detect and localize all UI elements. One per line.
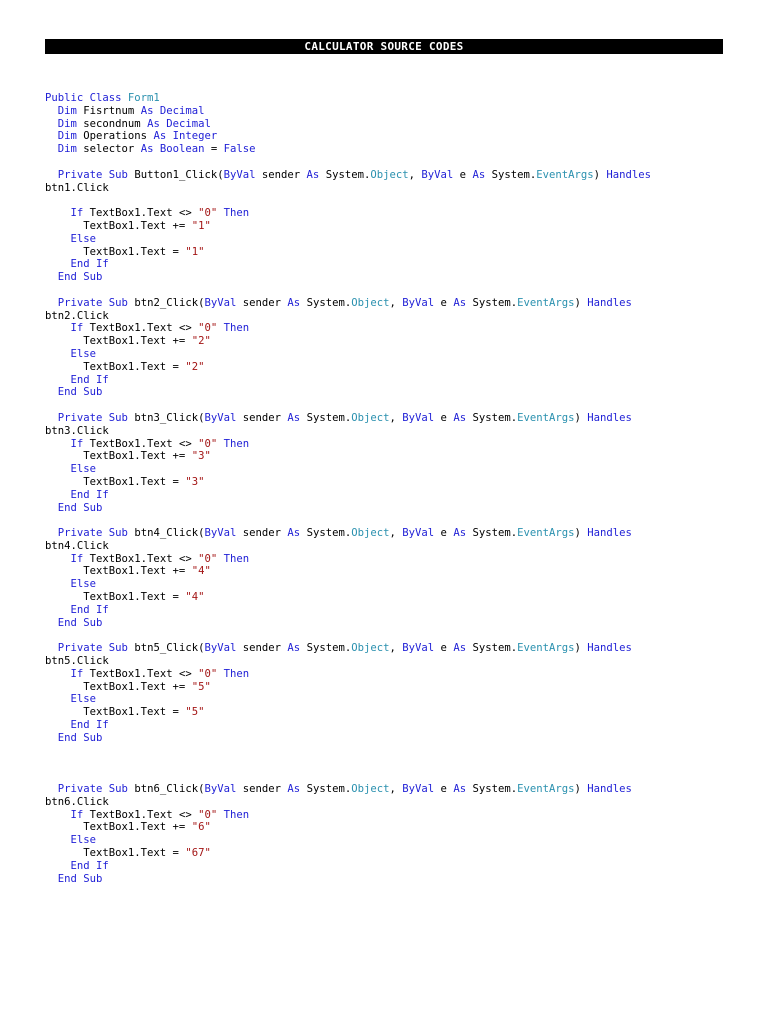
code-token: Private Sub: [57, 527, 135, 540]
code-line: [45, 655, 735, 668]
code-token: "0": [198, 808, 218, 821]
code-token: "1": [191, 219, 211, 232]
code-token: "5": [185, 706, 205, 719]
code-token: e: [440, 296, 454, 309]
code-line: [45, 169, 735, 182]
code-token: Handles: [587, 642, 632, 655]
code-token: "0": [198, 667, 218, 680]
code-line: [45, 348, 735, 361]
code-line: [45, 399, 735, 412]
code-token: btn5.Click: [45, 655, 109, 668]
code-line: [45, 527, 735, 540]
code-line: [45, 629, 735, 642]
code-line: [45, 706, 735, 719]
code-token: [45, 386, 58, 398]
code-token: [45, 873, 58, 885]
code-token: Private Sub: [57, 296, 135, 309]
code-line: [45, 425, 735, 438]
code-token: sender: [242, 296, 288, 309]
code-token: System.: [325, 168, 371, 181]
code-token: Operations: [83, 130, 154, 143]
code-token: ByVal: [204, 527, 243, 540]
code-token: [45, 130, 58, 142]
code-line: [45, 681, 735, 694]
code-token: System.: [472, 411, 518, 424]
code-line: [45, 233, 735, 246]
code-token: System.: [306, 527, 352, 540]
code-token: TextBox1.Text =: [45, 475, 186, 488]
code-token: =: [210, 143, 224, 156]
code-line: [45, 220, 735, 233]
code-line: [45, 271, 735, 284]
code-token: ,: [389, 642, 403, 655]
code-token: As Decimal: [147, 117, 211, 130]
code-token: "2": [191, 335, 211, 348]
code-token: "4": [185, 591, 205, 604]
code-token: "1": [185, 245, 205, 258]
code-token: As: [287, 296, 307, 309]
code-token: ByVal: [204, 642, 243, 655]
code-token: TextBox1.Text <>: [89, 437, 199, 450]
code-token: [45, 668, 71, 680]
code-token: [45, 143, 58, 155]
code-token: [45, 642, 58, 654]
code-token: [45, 233, 71, 245]
code-token: Private Sub: [57, 411, 135, 424]
code-line: [45, 732, 735, 745]
code-token: btn6_Click(: [134, 783, 205, 796]
code-token: [45, 732, 58, 744]
code-token: If: [70, 207, 90, 220]
code-token: sender: [261, 168, 307, 181]
code-token: btn3_Click(: [134, 411, 205, 424]
code-token: [45, 719, 71, 731]
code-line: [45, 284, 735, 297]
code-token: ByVal: [402, 527, 441, 540]
code-line: [45, 809, 735, 822]
code-token: Else: [70, 693, 97, 706]
code-token: [45, 809, 71, 821]
code-line: [45, 182, 735, 195]
code-token: TextBox1.Text =: [45, 706, 186, 719]
code-line: [45, 130, 735, 143]
code-line: [45, 335, 735, 348]
code-line: [45, 693, 735, 706]
code-token: btn2.Click: [45, 309, 109, 322]
code-token: End If: [70, 859, 109, 872]
code-line: [45, 642, 735, 655]
code-token: Handles: [587, 527, 632, 540]
code-token: TextBox1.Text +=: [45, 565, 192, 578]
code-token: ): [574, 411, 588, 424]
code-token: System.: [306, 642, 352, 655]
code-token: [45, 527, 58, 539]
code-token: End If: [70, 719, 109, 732]
code-token: e: [440, 783, 454, 796]
code-token: [45, 502, 58, 514]
code-token: Else: [70, 347, 97, 360]
code-token: [45, 578, 71, 590]
code-token: Handles: [587, 411, 632, 424]
code-line: [45, 578, 735, 591]
code-token: As: [453, 642, 473, 655]
code-line: [45, 361, 735, 374]
code-token: End Sub: [57, 872, 103, 885]
code-token: End If: [70, 373, 109, 386]
code-token: TextBox1.Text =: [45, 591, 186, 604]
code-token: Public Class: [45, 92, 128, 104]
code-token: EventArgs: [536, 168, 594, 181]
code-line: [45, 374, 735, 387]
code-token: If: [70, 552, 90, 565]
code-token: ByVal: [204, 783, 243, 796]
code-line: [45, 156, 735, 169]
code-token: EventArgs: [517, 296, 575, 309]
code-line: [45, 604, 735, 617]
code-token: If: [70, 667, 90, 680]
code-token: System.: [472, 642, 518, 655]
code-token: EventArgs: [517, 527, 575, 540]
code-token: [45, 693, 71, 705]
code-token: Else: [70, 578, 97, 591]
code-token: ,: [389, 527, 403, 540]
code-token: sender: [242, 527, 288, 540]
code-token: TextBox1.Text <>: [89, 808, 199, 821]
code-token: System.: [472, 783, 518, 796]
code-line: [45, 821, 735, 834]
code-token: System.: [306, 783, 352, 796]
code-token: End Sub: [57, 386, 103, 399]
code-line: [45, 591, 735, 604]
code-token: Dim: [57, 130, 84, 143]
code-line: [45, 847, 735, 860]
code-token: Handles: [606, 168, 652, 181]
code-line: [45, 553, 735, 566]
code-token: System.: [472, 296, 518, 309]
code-token: EventArgs: [517, 642, 575, 655]
code-token: [45, 783, 58, 795]
code-line: [45, 796, 735, 809]
code-token: ,: [389, 783, 403, 796]
code-listing: [45, 92, 735, 885]
code-token: "3": [185, 475, 205, 488]
code-line: [45, 412, 735, 425]
code-line: [45, 476, 735, 489]
code-line: [45, 463, 735, 476]
code-token: [45, 118, 58, 130]
code-token: If: [70, 322, 90, 335]
code-token: "4": [191, 565, 211, 578]
code-token: e: [440, 411, 454, 424]
code-token: End If: [70, 258, 109, 271]
document-title: CALCULATOR SOURCE CODES: [45, 39, 723, 54]
code-token: Object: [351, 411, 390, 424]
code-token: As Decimal: [140, 104, 205, 117]
code-token: Object: [370, 168, 409, 181]
code-line: [45, 540, 735, 553]
code-token: Dim: [57, 104, 84, 117]
code-token: EventArgs: [517, 783, 575, 796]
code-line: [45, 834, 735, 847]
code-token: Then: [223, 667, 250, 680]
code-token: End Sub: [57, 731, 103, 744]
code-token: End Sub: [57, 271, 103, 284]
code-token: [45, 258, 71, 270]
code-token: ): [574, 642, 588, 655]
code-token: As: [287, 411, 307, 424]
code-token: As: [306, 168, 326, 181]
code-token: Object: [351, 296, 390, 309]
code-token: e: [459, 168, 473, 181]
code-line: [45, 617, 735, 630]
code-token: If: [70, 437, 90, 450]
code-token: btn1.Click: [45, 181, 109, 194]
code-token: Then: [223, 808, 250, 821]
code-line: [45, 310, 735, 323]
code-token: As: [287, 783, 307, 796]
code-token: [45, 271, 58, 283]
code-token: "67": [185, 847, 211, 860]
code-token: As Boolean: [140, 143, 211, 156]
code-line: [45, 297, 735, 310]
code-token: e: [440, 642, 454, 655]
code-token: ): [574, 783, 588, 796]
code-token: ByVal: [402, 783, 441, 796]
code-token: [45, 348, 71, 360]
code-token: Else: [70, 232, 97, 245]
code-token: ByVal: [402, 411, 441, 424]
code-token: Then: [223, 552, 250, 565]
code-line: [45, 194, 735, 207]
code-token: Form1: [127, 92, 160, 104]
code-token: End If: [70, 603, 109, 616]
code-token: ): [593, 168, 607, 181]
code-token: "0": [198, 322, 218, 335]
code-token: e: [440, 527, 454, 540]
code-token: "3": [191, 450, 211, 463]
code-token: secondnum: [83, 117, 148, 130]
code-line: [45, 438, 735, 451]
code-token: [45, 834, 71, 846]
code-token: "2": [185, 360, 205, 373]
code-token: As Integer: [153, 130, 218, 143]
code-token: TextBox1.Text =: [45, 360, 186, 373]
code-token: End Sub: [57, 616, 103, 629]
code-token: TextBox1.Text <>: [89, 207, 199, 220]
code-token: btn5_Click(: [134, 642, 205, 655]
code-token: "0": [198, 207, 218, 220]
code-token: [45, 860, 71, 872]
code-token: As: [472, 168, 492, 181]
code-token: btn2_Click(: [134, 296, 205, 309]
code-token: System.: [491, 168, 537, 181]
code-line: [45, 207, 735, 220]
code-token: As: [453, 411, 473, 424]
code-token: Object: [351, 527, 390, 540]
code-token: End If: [70, 488, 109, 501]
code-token: TextBox1.Text <>: [89, 552, 199, 565]
code-token: sender: [242, 642, 288, 655]
code-line: [45, 719, 735, 732]
code-token: Then: [223, 207, 250, 220]
code-token: "5": [191, 680, 211, 693]
code-token: "0": [198, 437, 218, 450]
code-line: [45, 92, 735, 105]
code-line: [45, 386, 735, 399]
code-token: TextBox1.Text =: [45, 847, 186, 860]
code-token: System.: [306, 411, 352, 424]
code-token: "0": [198, 552, 218, 565]
code-token: TextBox1.Text =: [45, 245, 186, 258]
code-token: ,: [389, 411, 403, 424]
code-token: sender: [242, 411, 288, 424]
code-token: Object: [351, 783, 390, 796]
code-token: TextBox1.Text +=: [45, 219, 192, 232]
code-token: [45, 438, 71, 450]
code-token: If: [70, 808, 90, 821]
code-token: TextBox1.Text +=: [45, 450, 192, 463]
code-token: System.: [472, 527, 518, 540]
code-token: ByVal: [421, 168, 460, 181]
code-token: ByVal: [402, 642, 441, 655]
code-token: Then: [223, 437, 250, 450]
code-line: [45, 860, 735, 873]
code-token: [45, 105, 58, 117]
code-token: Then: [223, 322, 250, 335]
code-token: Dim: [57, 117, 84, 130]
code-line: [45, 783, 735, 796]
code-token: Object: [351, 642, 390, 655]
code-line: [45, 514, 735, 527]
code-token: ByVal: [204, 411, 243, 424]
code-token: Button1_Click(: [134, 168, 224, 181]
code-token: [45, 463, 71, 475]
code-token: btn6.Click: [45, 795, 109, 808]
code-token: As: [453, 527, 473, 540]
code-token: [45, 322, 71, 334]
code-token: ): [574, 296, 588, 309]
code-line: [45, 770, 735, 783]
code-token: As: [287, 642, 307, 655]
code-line: [45, 143, 735, 156]
code-token: Handles: [587, 296, 632, 309]
code-line: [45, 745, 735, 758]
code-token: TextBox1.Text +=: [45, 821, 192, 834]
code-token: End Sub: [57, 501, 103, 514]
code-token: btn3.Click: [45, 424, 109, 437]
code-token: [45, 412, 58, 424]
code-line: [45, 668, 735, 681]
code-line: [45, 489, 735, 502]
code-token: Else: [70, 834, 97, 847]
code-line: [45, 322, 735, 335]
code-token: ,: [408, 168, 422, 181]
code-token: sender: [242, 783, 288, 796]
code-line: [45, 450, 735, 463]
code-token: selector: [83, 143, 141, 156]
code-token: btn4_Click(: [134, 527, 205, 540]
code-token: System.: [306, 296, 352, 309]
code-token: ): [574, 527, 588, 540]
code-line: [45, 757, 735, 770]
code-token: TextBox1.Text <>: [89, 322, 199, 335]
code-line: [45, 502, 735, 515]
code-token: btn4.Click: [45, 539, 109, 552]
code-token: [45, 207, 71, 219]
code-token: TextBox1.Text <>: [89, 667, 199, 680]
code-token: ,: [389, 296, 403, 309]
code-line: [45, 246, 735, 259]
code-token: As: [453, 783, 473, 796]
code-token: ByVal: [204, 296, 243, 309]
code-token: Handles: [587, 783, 632, 796]
code-token: [45, 553, 71, 565]
code-token: TextBox1.Text +=: [45, 680, 192, 693]
code-token: Private Sub: [57, 783, 135, 796]
code-token: TextBox1.Text +=: [45, 335, 192, 348]
code-line: [45, 118, 735, 131]
code-token: EventArgs: [517, 411, 575, 424]
code-line: [45, 873, 735, 886]
code-token: ByVal: [223, 168, 262, 181]
code-token: [45, 374, 71, 386]
code-token: [45, 297, 58, 309]
code-token: As: [453, 296, 473, 309]
code-line: [45, 258, 735, 271]
code-token: Else: [70, 463, 97, 476]
code-line: [45, 105, 735, 118]
code-token: "6": [191, 821, 211, 834]
code-token: [45, 169, 58, 181]
code-token: [45, 489, 71, 501]
code-token: [45, 604, 71, 616]
code-token: As: [287, 527, 307, 540]
code-token: Private Sub: [57, 642, 135, 655]
code-token: False: [223, 143, 256, 156]
code-token: Private Sub: [57, 168, 135, 181]
code-token: Fisrtnum: [83, 104, 141, 117]
code-token: ByVal: [402, 296, 441, 309]
code-line: [45, 565, 735, 578]
code-token: [45, 617, 58, 629]
code-token: Dim: [57, 143, 84, 156]
